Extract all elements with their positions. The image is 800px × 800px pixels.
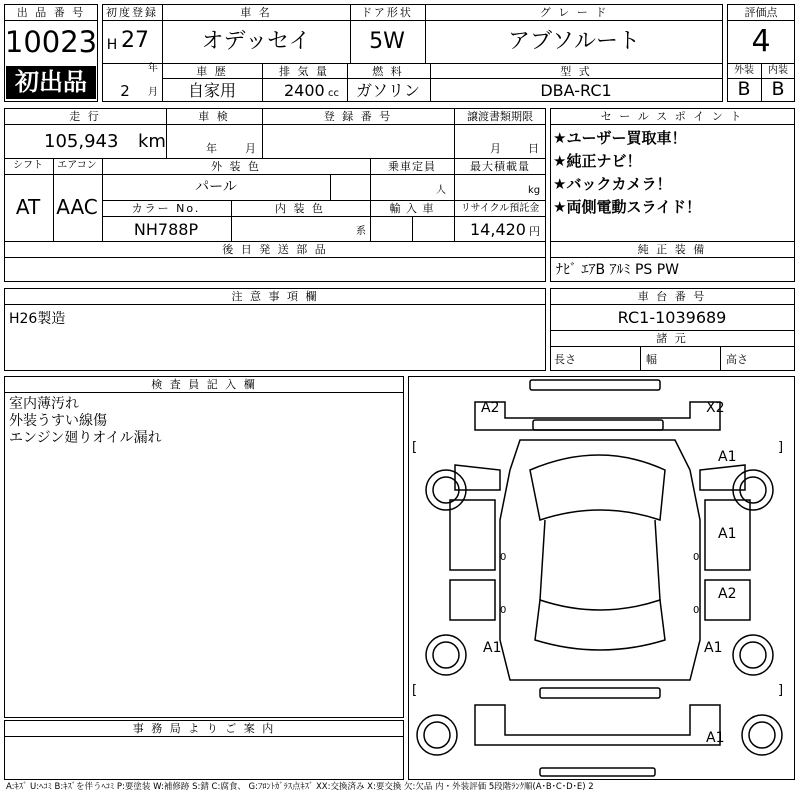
notes-text: H26製造 [9,311,66,327]
inspection-month-unit: 月 [245,142,256,155]
ext-color-label: 外 装 色 [211,160,261,173]
width-label: 幅 [646,353,657,366]
zero-mark-left-lower: 0 [500,605,507,616]
color-number: NH788P [133,220,199,239]
history-label: 車 歴 [196,65,228,78]
grade: アブソルート [507,29,641,54]
capacity-label: 乗車定員 [388,160,436,173]
transfer-day-unit: 日 [528,142,539,155]
length-label: 長さ [554,353,576,366]
history: 自家用 [187,81,237,100]
color-no-label: カラー No. [131,202,201,215]
inspection-year-unit: 年 [206,142,217,155]
inspector-line-2: 外装うすい線傷 [9,413,107,429]
displacement-unit: cc [328,88,339,99]
damage-front-right: X2 [706,400,725,416]
interior-grade: B [771,78,785,100]
mileage-label: 走 行 [69,110,101,123]
first-listing-label: 初出品 [15,68,87,96]
month-unit: 月 [148,87,158,98]
dimensions-label: 諸 元 [656,332,688,345]
car-name: オデッセイ [201,29,311,54]
shift-label: シフト [13,160,43,171]
transfer-label: 譲渡書類期限 [467,110,533,123]
damage-left-rear-fender: A1 [483,640,502,656]
grade-label: グ レ ー ド [539,6,609,19]
displacement: 2400 [284,81,325,100]
model-code: DBA-RC1 [540,81,612,100]
chassis-number: RC1-1039689 [617,308,727,327]
shift: AT [15,195,41,219]
inspector-label: 検 査 員 記 入 欄 [151,378,257,391]
air-conditioner: AAC [56,195,98,219]
interior-label: 内装 [768,65,788,76]
int-color-unit: 系 [356,226,366,237]
exterior-grade: B [737,78,751,100]
import-label: 輸 入 車 [389,202,435,215]
bracket-right-upper: ] [778,440,784,455]
damage-rear-bumper: A1 [706,730,725,746]
damage-right-front-door: A1 [718,526,737,542]
door-type: 5W [369,29,405,54]
sales-point-1: ★ユーザー買取車！ [553,129,687,147]
damage-right-front-fender: A1 [718,449,737,465]
ext-color: パール [195,179,237,195]
damage-right-rear-fender: A1 [704,640,723,656]
damage-right-rear-door: A2 [718,586,737,602]
registration-month: 2 [120,82,130,100]
plate-label: 登 録 番 号 [323,110,393,123]
zero-mark-left: 0 [500,552,507,563]
displacement-label: 排 気 量 [279,65,329,78]
inspection-label: 車 検 [198,110,230,123]
inspector-line-1: 室内薄汚れ [9,396,79,412]
bracket-left-lower: [ [412,683,418,698]
notes-label: 注 意 事 項 欄 [231,290,319,303]
later-parts-label: 後 日 発 送 部 品 [222,243,328,256]
score-label: 評価点 [744,6,778,19]
int-color-label: 内 装 色 [275,202,325,215]
bracket-left-upper: [ [412,440,418,455]
equipment: ﾅﾋﾞ ｴｱB ｱﾙﾐ PS PW [556,262,680,278]
door-label: ドア形状 [361,6,413,19]
zero-mark-right-lower: 0 [693,605,700,616]
office-label: 事 務 局 よ り ご 案 内 [132,722,276,735]
height-label: 高さ [726,353,748,366]
zero-mark-right: 0 [693,552,700,563]
recycle-fee: 14,420 [470,220,526,239]
ac-label: エアコン [57,160,97,171]
sales-point-3: ★バックカメラ！ [553,175,672,193]
model-label: 型 式 [560,65,592,78]
fuel-label: 燃 料 [372,65,404,78]
chassis-label: 車 台 番 号 [637,290,707,303]
load-label: 最大積載量 [470,160,530,173]
overall-score: 4 [751,24,771,59]
transfer-month-unit: 月 [490,142,501,155]
registration-year: 27 [121,28,149,53]
car-name-label: 車 名 [240,6,272,19]
inspector-line-3: エンジン廻りオイル漏れ [9,430,162,446]
equipment-label: 純 正 装 備 [637,243,707,256]
legend: A:ｷｽﾞ U:ﾍｺﾐ B:ｷｽﾞを伴うﾍｺﾐ P:要塗装 W:補修跡 S:錆 C:腐食、 G:ﾌﾛﾝﾄｶﾞﾗｽ点ｷｽﾞ XX:交換済み X:要交換 欠:欠品 内・外装評価 5段階ﾗﾝｸ順(A･B･C･D･E) 2 [6,782,594,792]
lot-number: 10023 [4,25,98,59]
capacity-unit: 人 [436,185,446,196]
lot-label: 出 品 番 号 [16,6,86,19]
recycle-label: リサイクル預託金 [460,203,540,214]
exterior-label: 外装 [734,65,754,76]
era: H [106,37,118,53]
mileage: 105,943 [44,131,119,152]
bracket-right-lower: ] [778,683,784,698]
recycle-unit: 円 [529,225,540,238]
sales-point-4: ★両側電動スライド！ [553,198,701,216]
damage-front-left: A2 [481,400,500,416]
year-unit: 年 [148,63,158,74]
first-registration-label: 初度登録 [106,6,158,19]
fuel: ガソリン [355,81,421,100]
sales-point-2: ★純正ナビ！ [553,152,642,170]
sales-points-label: セ ー ル ス ポ イ ン ト [600,110,744,123]
load-unit: kg [528,185,541,196]
mileage-unit: km [138,131,166,152]
